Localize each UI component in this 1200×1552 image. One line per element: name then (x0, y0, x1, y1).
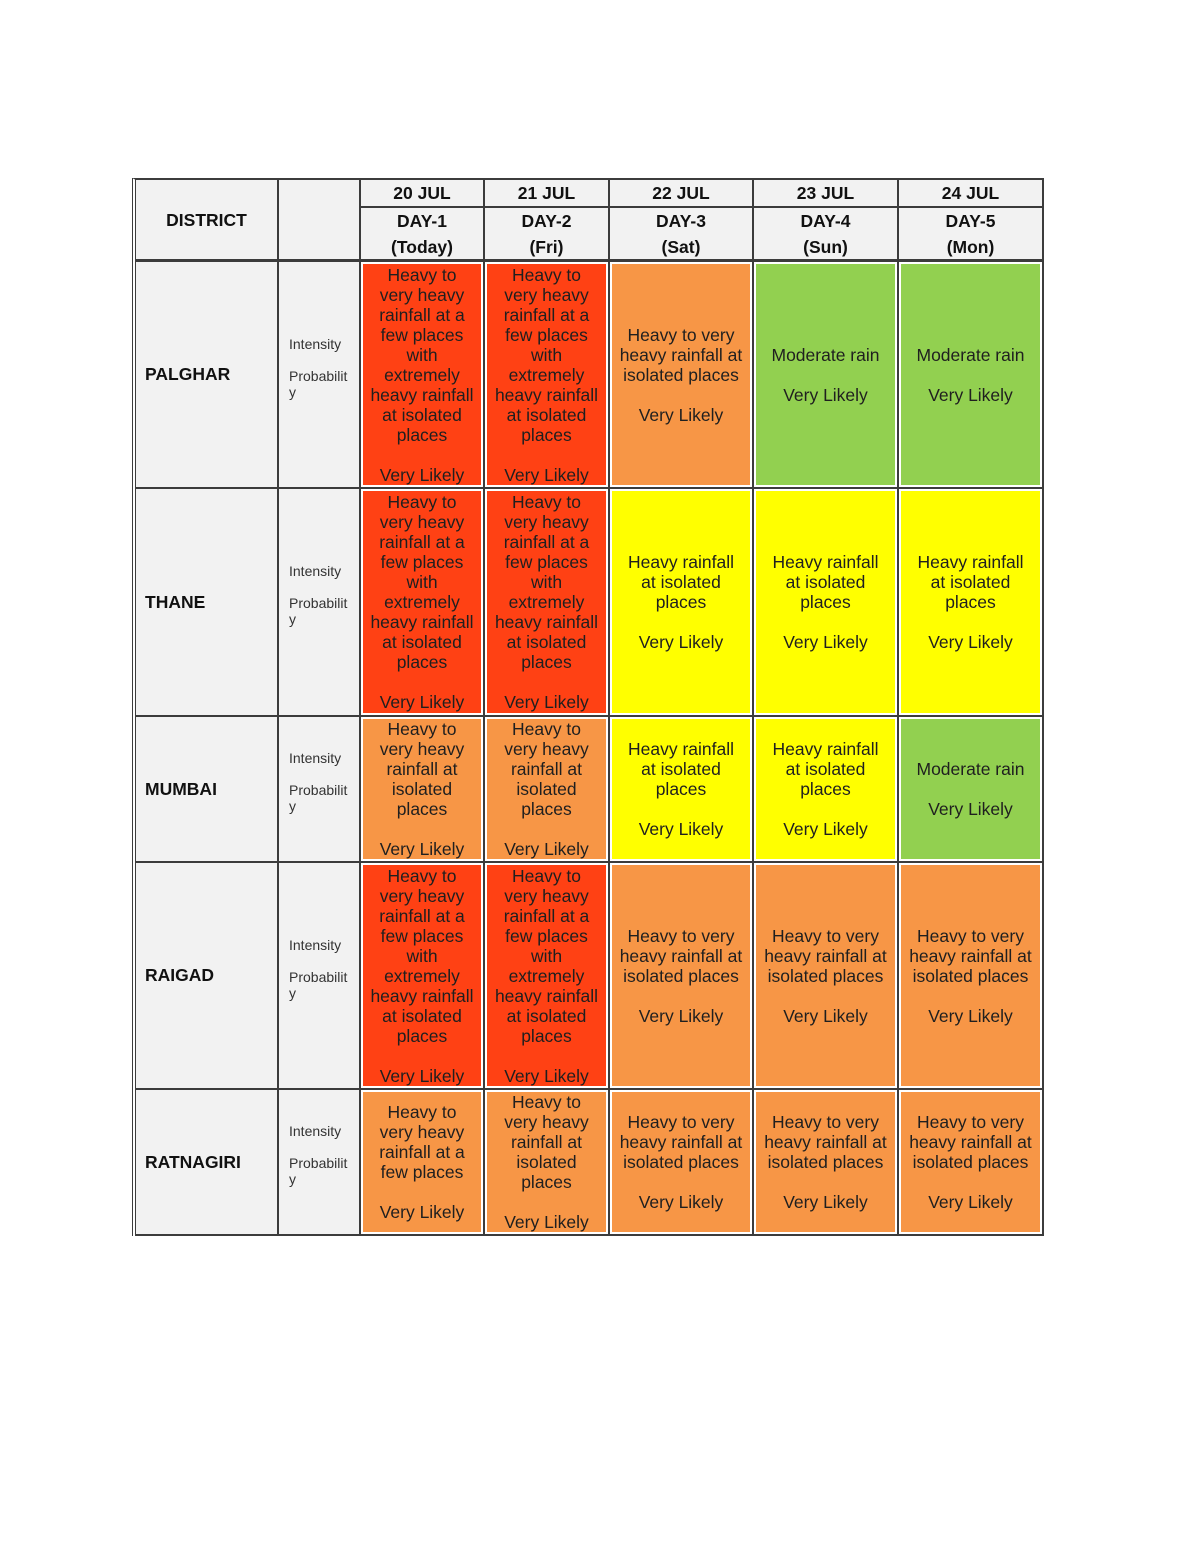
forecast-intensity: Heavy to very heavy rainfall at isolated places (619, 324, 743, 385)
forecast-probability: Very Likely (928, 799, 1013, 819)
forecast-fill (901, 719, 1040, 859)
day-label: DAY-5 (945, 210, 996, 231)
forecast-probability: Very Likely (783, 384, 868, 405)
forecast-cell-ratnagiri-day-2 (485, 1090, 610, 1236)
row-labels-raigad (279, 863, 361, 1090)
day-header-1 (361, 208, 485, 262)
weekday-label: (Sun) (803, 236, 848, 257)
forecast-probability: Very Likely (379, 692, 465, 712)
forecast-intensity: Heavy rainfall at isolated places (917, 552, 1024, 612)
forecast-cell-thane-day-3 (610, 489, 754, 717)
forecast-probability: Very Likely (783, 1005, 868, 1026)
forecast-intensity: Heavy rainfall at isolated places (772, 552, 879, 612)
forecast-cell-palghar-day-1 (361, 262, 485, 489)
weekday-label: (Fri) (529, 236, 564, 257)
forecast-cell-thane-day-5 (899, 489, 1044, 717)
forecast-fill (756, 719, 895, 859)
forecast-probability: Very Likely (379, 1065, 465, 1086)
forecast-probability: Very Likely (928, 1005, 1013, 1026)
date-header-3 (610, 180, 754, 208)
forecast-probability: Very Likely (638, 1192, 724, 1212)
forecast-probability: Very Likely (379, 464, 465, 485)
forecast-fill (363, 491, 481, 713)
district-name-cell-raigad (136, 863, 279, 1090)
forecast-cell-raigad-day-3 (610, 863, 754, 1090)
forecast-intensity: Heavy to very heavy rainfall at isolated places (619, 1112, 743, 1172)
district-name-cell-palghar (136, 262, 279, 489)
forecast-probability: Very Likely (783, 632, 868, 652)
forecast-intensity: Heavy to very heavy rainfall at a few places with extremely heavy rainfall at isolated places (494, 264, 599, 445)
forecast-cell-palghar-day-4 (754, 262, 899, 489)
forecast-probability: Very Likely (928, 632, 1013, 652)
forecast-fill (487, 491, 606, 713)
forecast-probability: Very Likely (638, 404, 724, 425)
forecast-fill (612, 865, 750, 1086)
forecast-cell-raigad-day-4 (754, 863, 899, 1090)
forecast-cell-mumbai-day-3 (610, 717, 754, 863)
forecast-cell-ratnagiri-day-3 (610, 1090, 754, 1236)
weekday-label: (Sat) (661, 236, 701, 257)
row-labels-ratnagiri (279, 1090, 361, 1236)
forecast-intensity: Heavy to very heavy rainfall at isolated places (764, 1112, 887, 1172)
forecast-fill (901, 264, 1040, 485)
forecast-intensity: Moderate rain (916, 344, 1025, 365)
probability-label: Probability (289, 1155, 348, 1187)
forecast-intensity: Heavy to very heavy rainfall at isolated places (504, 719, 589, 819)
day-header-4 (754, 208, 899, 262)
district-name: RAIGAD (145, 965, 215, 985)
probability-label: Probability (289, 782, 348, 814)
forecast-intensity: Heavy to very heavy rainfall at a few places (379, 1102, 465, 1182)
forecast-cell-ratnagiri-day-4 (754, 1090, 899, 1236)
forecast-intensity: Heavy to very heavy rainfall at a few places with extremely heavy rainfall at isolated places (494, 492, 599, 672)
forecast-fill (756, 491, 895, 713)
forecast-intensity: Heavy rainfall at isolated places (627, 552, 735, 612)
forecast-intensity: Heavy to very heavy rainfall at isolated places (504, 1092, 589, 1192)
date-label: 22 JUL (652, 183, 710, 203)
date-label: 20 JUL (393, 183, 451, 203)
probability-label: Probability (289, 367, 348, 400)
weekday-label: (Today) (391, 236, 453, 257)
forecast-probability: Very Likely (504, 1065, 589, 1086)
forecast-cell-mumbai-day-1 (361, 717, 485, 863)
forecast-intensity: Heavy to very heavy rainfall at a few places with extremely heavy rainfall at isolated places (370, 865, 474, 1046)
forecast-intensity: Heavy to very heavy rainfall at isolated places (909, 925, 1032, 986)
forecast-intensity: Heavy rainfall at isolated places (627, 739, 735, 799)
probability-label: Probability (289, 595, 348, 627)
forecast-intensity: Heavy to very heavy rainfall at isolated places (909, 1112, 1032, 1172)
forecast-probability: Very Likely (638, 819, 724, 839)
day-header-5 (899, 208, 1044, 262)
forecast-fill (363, 865, 481, 1086)
forecast-probability: Very Likely (504, 839, 589, 859)
forecast-fill (363, 1092, 481, 1232)
day-label: DAY-1 (397, 210, 447, 231)
forecast-cell-palghar-day-5 (899, 262, 1044, 489)
intensity-label: Intensity (289, 563, 342, 579)
forecast-intensity: Heavy rainfall at isolated places (772, 739, 879, 799)
forecast-intensity: Heavy to very heavy rainfall at a few places with extremely heavy rainfall at isolated places (494, 865, 599, 1046)
label-column-header (279, 180, 361, 262)
date-header-5 (899, 180, 1044, 208)
forecast-probability: Very Likely (928, 384, 1013, 405)
forecast-fill (901, 491, 1040, 713)
forecast-cell-thane-day-2 (485, 489, 610, 717)
day-label: DAY-2 (521, 210, 572, 231)
intensity-label: Intensity (289, 335, 342, 352)
day-label: DAY-3 (656, 210, 706, 231)
forecast-cell-palghar-day-3 (610, 262, 754, 489)
forecast-fill (363, 264, 481, 485)
forecast-probability: Very Likely (783, 1192, 868, 1212)
intensity-label: Intensity (289, 1123, 342, 1139)
forecast-intensity: Heavy to very heavy rainfall at isolated places (619, 925, 743, 986)
day-header-2 (485, 208, 610, 262)
intensity-label: Intensity (289, 750, 342, 766)
forecast-intensity: Heavy to very heavy rainfall at a few places with extremely heavy rainfall at isolated places (370, 492, 474, 672)
district-name-cell-mumbai (136, 717, 279, 863)
forecast-cell-palghar-day-2 (485, 262, 610, 489)
forecast-fill (487, 264, 606, 485)
district-name: THANE (145, 591, 206, 612)
forecast-cell-raigad-day-5 (899, 863, 1044, 1090)
district-name: MUMBAI (145, 778, 217, 799)
weekday-label: (Mon) (946, 236, 995, 257)
forecast-fill (487, 1092, 606, 1232)
district-column-header (136, 180, 279, 262)
forecast-probability: Very Likely (504, 464, 589, 485)
forecast-cell-mumbai-day-2 (485, 717, 610, 863)
forecast-cell-mumbai-day-4 (754, 717, 899, 863)
row-labels-thane (279, 489, 361, 717)
district-name-cell-thane (136, 489, 279, 717)
forecast-cell-raigad-day-1 (361, 863, 485, 1090)
district-name: RATNAGIRI (145, 1151, 241, 1172)
forecast-fill (487, 865, 606, 1086)
forecast-intensity: Heavy to very heavy rainfall at isolated places (379, 719, 465, 819)
forecast-fill (612, 719, 750, 859)
date-header-1 (361, 180, 485, 208)
forecast-probability: Very Likely (783, 819, 868, 839)
date-label: 23 JUL (796, 183, 855, 203)
row-labels-mumbai (279, 717, 361, 863)
date-label: 24 JUL (941, 183, 1000, 203)
forecast-cell-mumbai-day-5 (899, 717, 1044, 863)
forecast-cell-ratnagiri-day-1 (361, 1090, 485, 1236)
forecast-fill (612, 491, 750, 713)
forecast-probability: Very Likely (928, 1192, 1013, 1212)
probability-label: Probability (289, 968, 348, 1001)
forecast-probability: Very Likely (379, 1202, 465, 1222)
forecast-intensity: Heavy to very heavy rainfall at isolated places (764, 925, 887, 986)
day-label: DAY-4 (800, 210, 851, 231)
date-label: 21 JUL (517, 183, 576, 203)
district-name-cell-ratnagiri (136, 1090, 279, 1236)
forecast-intensity: Moderate rain (916, 759, 1025, 779)
forecast-fill (487, 719, 606, 859)
forecast-intensity: Heavy to very heavy rainfall at a few places with extremely heavy rainfall at isolated places (370, 264, 474, 445)
date-header-4 (754, 180, 899, 208)
forecast-probability: Very Likely (504, 692, 589, 712)
forecast-cell-ratnagiri-day-5 (899, 1090, 1044, 1236)
forecast-fill (756, 865, 895, 1086)
row-labels-palghar (279, 262, 361, 489)
forecast-cell-thane-day-4 (754, 489, 899, 717)
forecast-fill (901, 1092, 1040, 1232)
forecast-fill (612, 264, 750, 485)
forecast-table (132, 178, 1044, 1236)
district-name: PALGHAR (145, 364, 231, 384)
forecast-fill (901, 865, 1040, 1086)
forecast-fill (756, 264, 895, 485)
forecast-probability: Very Likely (379, 839, 465, 859)
intensity-label: Intensity (289, 936, 342, 953)
day-header-3 (610, 208, 754, 262)
forecast-fill (756, 1092, 895, 1232)
forecast-probability: Very Likely (638, 632, 724, 652)
forecast-probability: Very Likely (638, 1005, 724, 1026)
forecast-fill (363, 719, 481, 859)
forecast-cell-raigad-day-2 (485, 863, 610, 1090)
forecast-probability: Very Likely (504, 1212, 589, 1232)
forecast-fill (612, 1092, 750, 1232)
district-header-label: DISTRICT (166, 209, 247, 230)
forecast-cell-thane-day-1 (361, 489, 485, 717)
date-header-2 (485, 180, 610, 208)
forecast-intensity: Moderate rain (771, 344, 880, 365)
